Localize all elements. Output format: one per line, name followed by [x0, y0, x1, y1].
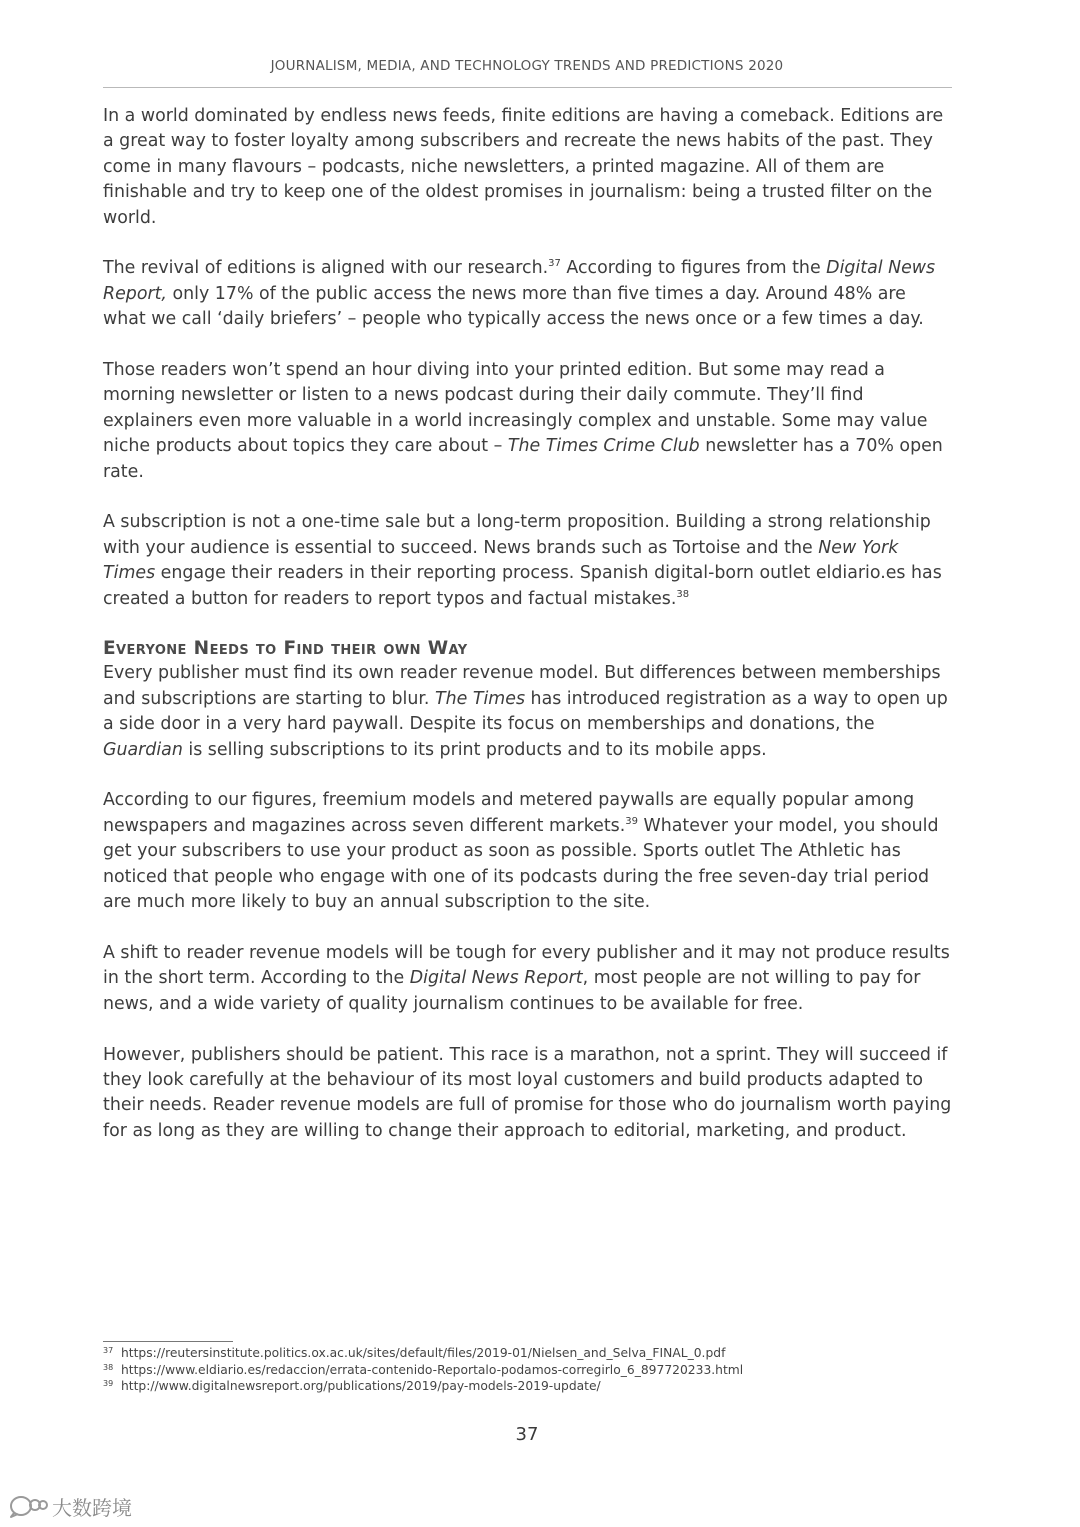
- footnote-link[interactable]: https://www.eldiario.es/redaccion/errata-contenido-Reportalo-podamos-corregirlo_6_897720233.html: [121, 1362, 744, 1377]
- footnote-divider: [103, 1341, 233, 1342]
- main-content: [103, 104, 953, 1170]
- header-divider: [103, 87, 952, 88]
- running-header: JOURNALISM, MEDIA, AND TECHNOLOGY TRENDS AND PREDICTIONS 2020: [270, 58, 784, 74]
- paragraph-reader-revenue-shift: A shift to reader revenue models will be tough for every publisher and it may not produce results in the short term. According to the Digital News Report, most people are not willing to pay for news, and a wide variety of quality journalism continues to be available for free.: [103, 942, 950, 1014]
- paragraph-editions-comeback: In a world dominated by endless news feeds, finite editions are having a comeback. Editions are a great way to foster loyalty among subscribers and recreate the news habits of the past. They come in many flavours – podcasts, niche newsletters, a printed magazine. All of them are finishable and try to keep one of the oldest promises in journalism: being a trusted filter on the world.: [103, 106, 944, 228]
- chat-bubble-icon: [8, 1494, 48, 1518]
- paragraph-revival-of-editions: The revival of editions is aligned with our research.$^{37}$ According to figures from the Digital News Report, only 17% of the public access the news more than five times a day. Around 48% are what we call ‘daily briefers’ – people who typically access the news once or a few times a day.: [103, 258, 936, 330]
- footnote-ref-37: 37: [548, 258, 561, 270]
- footnote-link[interactable]: https://reutersinstitute.politics.ox.ac.uk/sites/default/files/2019-01/Nielsen_and_Selva_FINAL_0.pdf: [121, 1346, 726, 1360]
- footnotes: [103, 1345, 963, 1395]
- paragraph-revenue-model: Every publisher must find its own reader revenue model. But differences between memberships and subscriptions are starting to blur. The Times has introduced registration as a way to open up a side door in a very hard paywall. Despite its focus on memberships and donations, the Guardian is selling subscriptions to its print products and to its mobile apps.: [103, 663, 948, 760]
- section-heading: Everyone Needs to Find their own Way: [103, 638, 468, 660]
- page-number: 37: [515, 1424, 539, 1445]
- paragraph-readers-habits: Those readers won’t spend an hour diving into your printed edition. But some may read a morning newsletter or listen to a news podcast during their daily commute. They’ll find explainers even more valuable in a world increasingly complex and unstable. Some may value niche products about topics they care about – The Times Crime Club newsletter has a 70% open rate.: [103, 360, 943, 482]
- footnote-link[interactable]: http://www.digitalnewsreport.org/publications/2019/pay-models-2019-update/: [121, 1379, 601, 1393]
- paragraph-freemium-models: According to our figures, freemium models and metered paywalls are equally popular among newspapers and magazines across seven different markets.$^{39}$ Whatever your model, you should get your subscribers to use your product as soon as possible. Sports outlet The Athletic has noticed that people who engage with one of its podcasts during the free seven-day trial period are much more likely to buy an annual subscription to the site.: [103, 790, 939, 913]
- paragraph-subscription-proposition: A subscription is not a one-time sale but a long-term proposition. Building a strong relationship with your audience is essential to succeed. News brands such as Tortoise and the New York Times engage their readers in their reporting process. Spanish digital-born outlet eldiario.es has created a button for readers to report typos and factual mistakes.$^{38}$: [103, 512, 942, 609]
- footnote-ref-39: 39: [625, 815, 638, 827]
- footnote-ref-38: 38: [676, 588, 690, 600]
- paragraph-be-patient: However, publishers should be patient. This race is a marathon, not a sprint. They will succeed if they look carefully at the behaviour of its most loyal customers and build products adapted to their needs. Reader revenue models are full of promise for those who do journalism worth paying for as long as they are willing to change their approach to editorial, marketing, and product.: [103, 1044, 952, 1141]
- footnote-38: 38 https://www.eldiario.es/redaccion/errata-contenido-Reportalo-podamos-corregirlo_6_897720233.html: [103, 1362, 744, 1377]
- footnote-37: 37 https://reutersinstitute.politics.ox.ac.uk/sites/default/files/2019-01/Nielsen_and_Selva_FINAL_0.pdf: [103, 1346, 726, 1360]
- watermark-text: 大数跨境: [52, 1495, 132, 1520]
- watermark: [8, 1493, 132, 1519]
- footnote-39: 39 http://www.digitalnewsreport.org/publications/2019/pay-models-2019-update/: [103, 1379, 601, 1393]
